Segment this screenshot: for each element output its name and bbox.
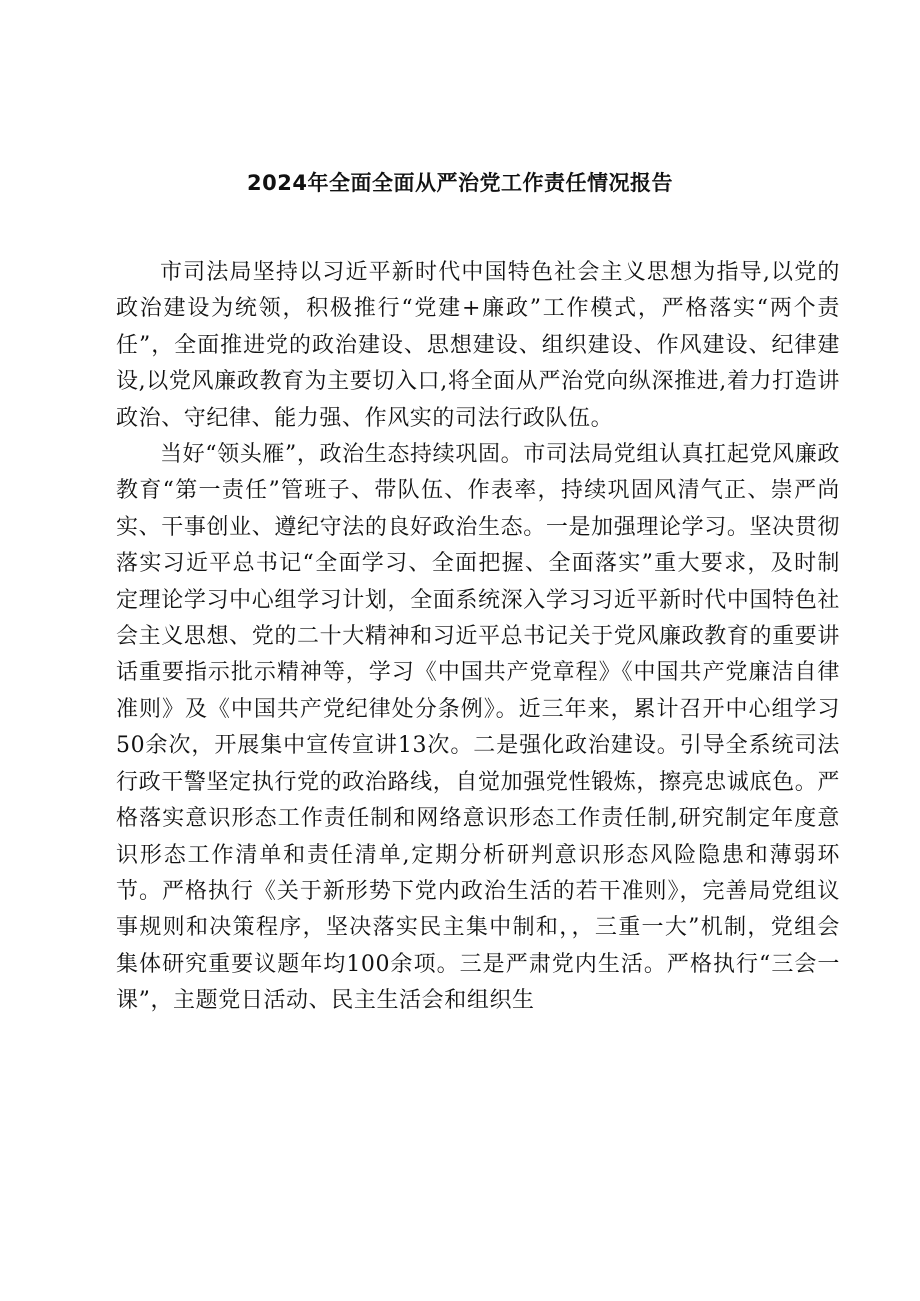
document-body (116, 255, 840, 1020)
document-title: 2024年全面全面从严治党工作责任情况报告 (247, 171, 673, 195)
paragraph-intro: 市司法局坚持以习近平新时代中国特色社会主义思想为指导,以党的政治建设为统领，积极推行“党建+廉政”工作模式，严格落实“两个责任”，全面推进党的政治建设、思想建设、组织建设、作风建设、纪律建设,以党风廉政教育为主要切入口,将全面从严治党向纵深推进,着力打造讲政治、守纪律、能力强、作风实的司法行政队伍。 (116, 260, 840, 431)
paragraph-political-ecology: 当好“领头雁”，政治生态持续巩固。市司法局党组认真扛起党风廉政教育“第一责任”管班子、带队伍、作表率，持续巩固风清气正、崇严尚实、干事创业、遵纪守法的良好政治生态。一是加强理论学习。坚决贯彻落实习近平总书记“全面学习、全面把握、全面落实”重大要求，及时制定理论学习中心组学习计划，全面系统深入学习习近平新时代中国特色社会主义思想、党的二十大精神和习近平总书记关于党风廉政教育的重要讲话重要指示批示精神等，学习《中国共产党章程》《中国共产党廉洁自律准则》及《中国共产党纪律处分条例》。近三年来，累计召开中心组学习50余次，开展集中宣传宣讲13次。二是强化政治建设。引导全系统司法行政干警坚定执行党的政治路线，自觉加强党性锻炼，擦亮忠诚底色。严格落实意识形态工作责任制和网络意识形态工作责任制,研究制定年度意识形态工作清单和责任清单,定期分析研判意识形态风险隐患和薄弱环节。严格执行《关于新形势下党内政治生活的若干准则》，完善局党组议事规则和决策程序，坚决落实民主集中制和，，三重一大”机制，党组会集体研究重要议题年均100余项。三是严肃党内生活。严格执行“三会一课”，主题党日活动、民主生活会和组织生 (116, 442, 840, 1014)
